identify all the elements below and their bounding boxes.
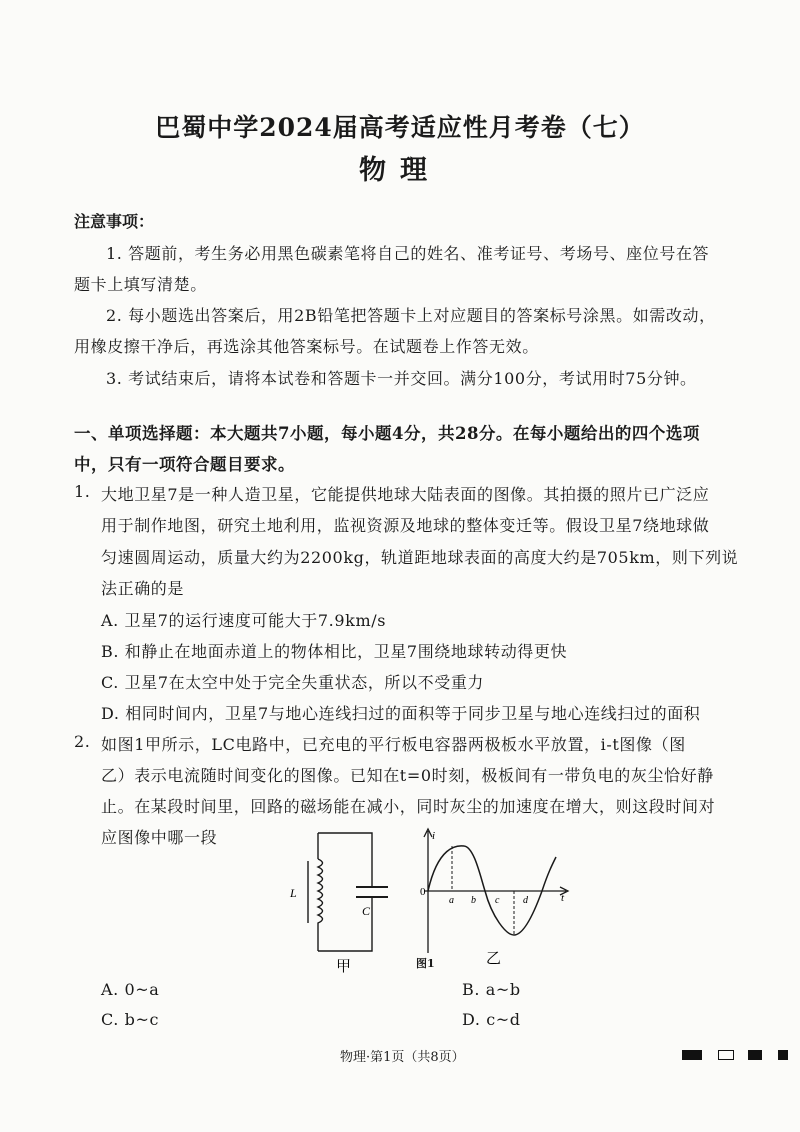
- exam-title: 巴蜀中学2024届高考适应性月考卷（七）: [155, 113, 645, 142]
- capacitor-label: C: [362, 904, 371, 918]
- notice-line-2: 题卡上填写清楚。: [74, 275, 207, 294]
- circuit-wire-top: [318, 833, 372, 887]
- notice-line-4: 用橡皮擦干净后，再选涂其他答案标号。在试题卷上作答无效。: [74, 337, 539, 356]
- q2-line-2: 乙）表示电流随时间变化的图像。已知在t=0时刻，极板间有一带负电的灰尘恰好静: [101, 766, 714, 785]
- scan-mark-1: [682, 1050, 702, 1060]
- section-heading-line-1: 一、单项选择题：本大题共7小题，每小题4分，共28分。在每小题给出的四个选项: [74, 424, 700, 443]
- q1-option-d: D. 相同时间内，卫星7与地心连线扫过的面积等于同步卫星与地心连线扫过的面积: [101, 704, 701, 723]
- q2-number: 2.: [74, 732, 91, 751]
- origin-label: 0: [420, 886, 426, 898]
- inductor-icon: [318, 859, 323, 927]
- i-axis-label: i: [432, 830, 436, 842]
- point-c-label: c: [495, 895, 500, 906]
- page-footer: 物理·第1页（共8页）: [340, 1050, 465, 1065]
- q1-line-2: 用于制作地图，研究土地利用，监视资源及地球的整体变迁等。假设卫星7绕地球做: [101, 516, 710, 535]
- scan-mark-4: [778, 1050, 788, 1060]
- notice-line-3: 2. 每小题选出答案后，用2B铅笔把答题卡上对应题目的答案标号涂黑。如需改动，: [106, 306, 716, 325]
- subject-title: 物理: [359, 155, 441, 186]
- figure-left-label: 甲: [336, 958, 352, 975]
- point-b-label: b: [471, 895, 476, 906]
- q1-option-a: A. 卫星7的运行速度可能大于7.9km/s: [101, 611, 387, 630]
- q2-option-d: D. c~d: [462, 1010, 521, 1029]
- q1-line-1: 大地卫星7是一种人造卫星，它能提供地球大陆表面的图像。其拍摄的照片已广泛应: [101, 485, 710, 504]
- q2-option-c: C. b~c: [101, 1010, 160, 1029]
- q1-line-3: 匀速圆周运动，质量大约为2200kg，轨道距地球表面的高度大约是705km，则下列说: [101, 548, 739, 567]
- figure-right-label: 乙: [486, 950, 502, 967]
- notice-label: 注意事项：: [74, 212, 155, 231]
- point-a-label: a: [449, 895, 454, 906]
- q1-option-c: C. 卫星7在太空中处于完全失重状态，所以不受重力: [101, 673, 485, 692]
- figure-caption: 图1: [416, 957, 435, 970]
- notice-line-5: 3. 考试结束后，请将本试卷和答题卡一并交回。满分100分，考试用时75分钟。: [106, 369, 697, 388]
- inductor-label: L: [290, 886, 297, 900]
- section-heading-line-2: 中，只有一项符合题目要求。: [74, 455, 295, 474]
- scan-mark-2: [718, 1050, 734, 1060]
- q2-option-a: A. 0~a: [101, 980, 160, 999]
- q1-number: 1.: [74, 482, 91, 501]
- scan-mark-3: [748, 1050, 762, 1060]
- lc-circuit-diagram: [308, 833, 388, 951]
- q2-option-b: B. a~b: [462, 980, 521, 999]
- notice-line-1: 1. 答题前，考生务必用黑色碳素笔将自己的姓名、准考证号、考场号、座位号在答: [106, 244, 710, 263]
- q2-line-3: 止。在某段时间里，回路的磁场能在减小，同时灰尘的加速度在增大，则这段时间对: [101, 797, 716, 816]
- figure-1: [280, 825, 580, 975]
- q2-line-1: 如图1甲所示，LC电路中，已充电的平行板电容器两极板水平放置，i-t图像（图: [101, 735, 686, 754]
- point-d-label: d: [523, 895, 528, 906]
- q1-option-b: B. 和静止在地面赤道上的物体相比，卫星7围绕地球转动得更快: [101, 642, 568, 661]
- q2-line-4: 应图像中哪一段: [101, 828, 218, 847]
- t-axis-label: t: [561, 892, 565, 904]
- q1-line-4: 法正确的是: [101, 579, 185, 598]
